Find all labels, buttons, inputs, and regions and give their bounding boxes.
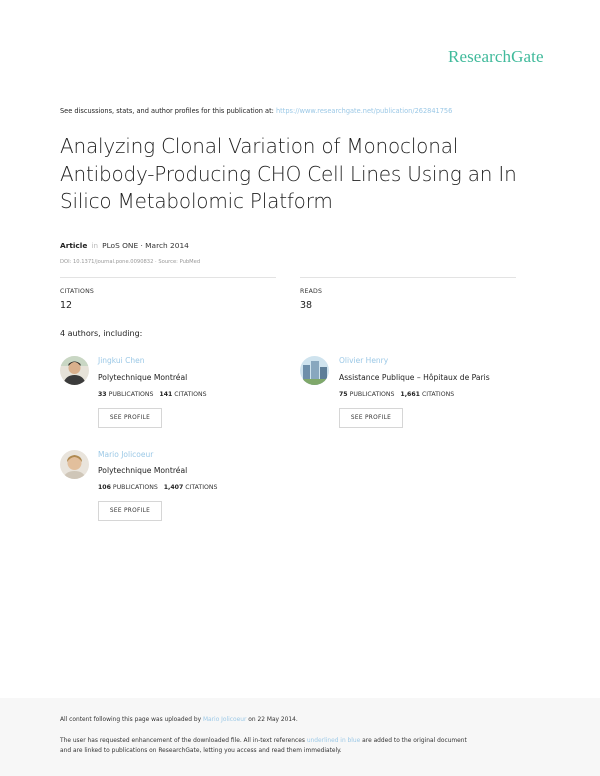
- publication-link[interactable]: https://www.researchgate.net/publication/262841756: [276, 107, 453, 115]
- discussion-line: [60, 107, 452, 115]
- footer-upload-line: [60, 717, 298, 723]
- see-profile-button[interactable]: SEE PROFILE: [98, 408, 162, 428]
- footer-upload-prefix: All content following this page was uploaded by: [60, 717, 203, 723]
- author-photo-icon: [300, 356, 329, 385]
- author-citations-label: CITATIONS: [421, 391, 455, 398]
- see-profile-button[interactable]: SEE PROFILE: [98, 501, 162, 521]
- meta-separator: in: [91, 241, 99, 250]
- author-institution: Polytechnique Montréal: [98, 373, 188, 382]
- footer: [0, 698, 600, 776]
- author-publications-count: 33: [98, 391, 107, 398]
- citations-value: 12: [60, 300, 73, 311]
- footer-enhancement-prefix: The user has requested enhancement of the downloaded file. All in-text references: [60, 738, 307, 744]
- doi-line: DOI: 10.1371/journal.pone.0090832 · Source: PubMed: [60, 259, 201, 265]
- paper-meta: [60, 241, 189, 250]
- citations-divider: [60, 277, 276, 278]
- article-type: Article: [60, 241, 88, 250]
- author-institution: Polytechnique Montréal: [98, 466, 188, 475]
- author-name-link[interactable]: Jingkui Chen: [98, 356, 145, 365]
- footer-upload-suffix: on 22 May 2014.: [246, 717, 298, 723]
- author-citations-count: 1,407: [163, 484, 184, 491]
- author-citations-label: CITATIONS: [174, 391, 207, 398]
- author-institution: Assistance Publique – Hôpitaux de Paris: [339, 373, 490, 382]
- reads-label: READS: [300, 288, 323, 295]
- authors-heading: 4 authors, including:: [60, 329, 143, 338]
- footer-linked-line: and are linked to publications on ResearchGate, letting you access and read them immediately.: [60, 748, 342, 754]
- footer-enhancement-suffix: are added to the original document: [360, 738, 467, 744]
- author-publications-label: PUBLICATIONS: [108, 391, 154, 398]
- uploader-link[interactable]: Mario Jolicoeur: [202, 717, 247, 723]
- footer-enhancement-line: [60, 738, 467, 744]
- discussion-prefix: See discussions, stats, and author profiles for this publication at:: [60, 107, 276, 115]
- author-publications-label: PUBLICATIONS: [349, 391, 395, 398]
- avatar-mario-jolicoeur[interactable]: [60, 450, 89, 479]
- author-stats: [98, 391, 207, 398]
- citations-label: CITATIONS: [60, 288, 95, 295]
- author-publications-count: 106: [98, 484, 111, 491]
- author-photo-icon: [60, 356, 89, 385]
- author-stats: [339, 391, 454, 398]
- reads-value: 38: [300, 300, 313, 311]
- author-citations-label: CITATIONS: [185, 484, 218, 491]
- author-citations-count: 1,661: [400, 391, 420, 398]
- researchgate-logo[interactable]: ResearchGate: [448, 47, 544, 66]
- author-name-link[interactable]: Olivier Henry: [339, 356, 389, 365]
- author-name-link[interactable]: Mario Jolicoeur: [98, 450, 154, 459]
- avatar-jingkui-chen[interactable]: [60, 356, 89, 385]
- author-stats: [98, 484, 217, 491]
- reads-divider: [300, 277, 516, 278]
- author-publications-label: PUBLICATIONS: [112, 484, 158, 491]
- avatar-olivier-henry[interactable]: [300, 356, 329, 385]
- author-citations-count: 141: [159, 391, 173, 398]
- underlined-blue-link[interactable]: underlined in blue: [306, 738, 361, 744]
- paper-title: Analyzing Clonal Variation of Monoclonal Antibody-Producing CHO Cell Lines Using an In Silico Metabolomic Platform: [60, 134, 517, 213]
- journal-date: PLoS ONE · March 2014: [102, 241, 189, 250]
- author-photo-icon: [60, 450, 89, 479]
- author-publications-count: 75: [339, 391, 348, 398]
- see-profile-button[interactable]: SEE PROFILE: [339, 408, 403, 428]
